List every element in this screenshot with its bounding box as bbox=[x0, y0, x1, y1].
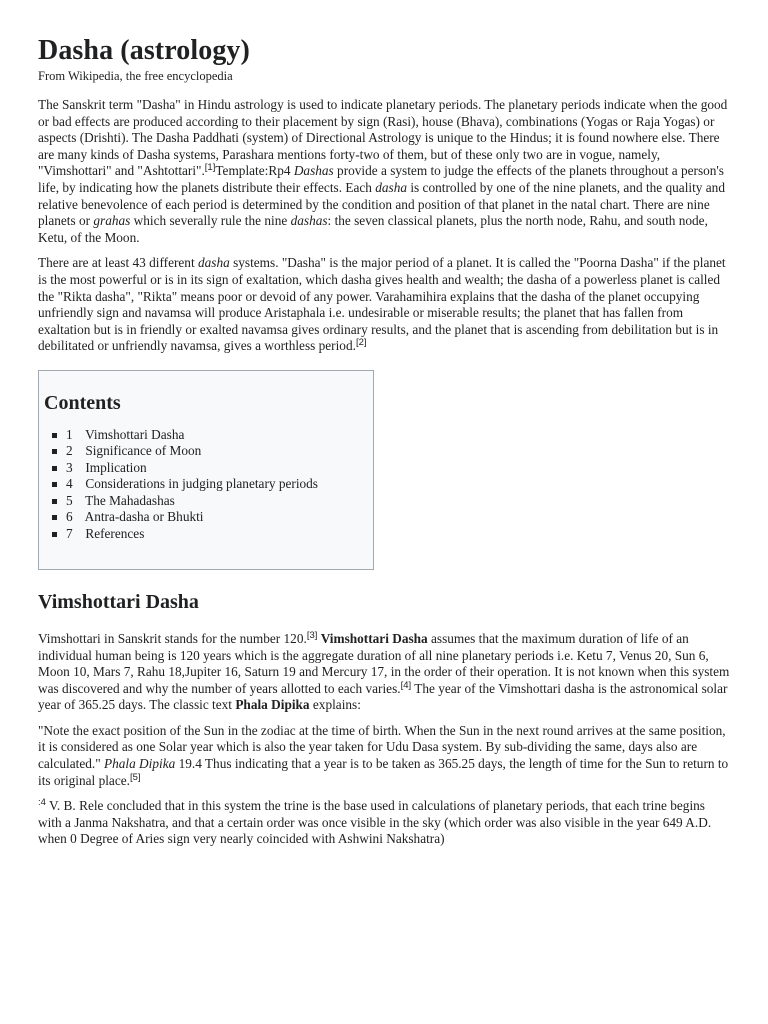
toc-item-references[interactable]: 7 References bbox=[66, 526, 368, 543]
toc-item-implication[interactable]: 3 Implication bbox=[66, 460, 368, 477]
toc-item-antra-dasha[interactable]: 6 Antra-dasha or Bhukti bbox=[66, 509, 368, 526]
bullet-icon bbox=[52, 532, 57, 537]
ref-link-4[interactable]: [4] bbox=[400, 679, 412, 691]
section-paragraph-2: "Note the exact position of the Sun in the zodiac at the time of birth. When the Sun in the next round arrives at the same position, it is considered as one Solar year which is also the year taken for Udu Dasa system. By sub-dividing the same, days also are calculated." Phala Dipika 19.4 Thus indicating that a year is to be taken as 365.25 days, the length of time for the Sun to return to its original place.[5] bbox=[38, 722, 729, 788]
ref-link-1[interactable]: [1] bbox=[204, 162, 216, 174]
intro-paragraph-1: The Sanskrit term "Dasha" in Hindu astrology is used to indicate planetary periods. The planetary periods indicate when the good or bad effects are produced according to their placement by sign (Rasi), house (Bhava), combinations (Yogas or Raja Yogas) or aspects (Drishti). The Dasha Paddhati (system) of Directional Astrology is unique to the Hindus; it is found nowhere else. There are many kinds of Dasha systems, Parashara mentions forty-two of them, but of these only two are in vogue, namely, "Vimshottari" and "Ashtottari".[1]Template:Rp4 Dashas provide a system to judge the effects of the planets throughout a person's life, by indicating how the planets distribute their effects. Each dasha is controlled by one of the nine planets, and the quality and relative benevolence of each period is determined by the condition and position of that planet in the natal chart. There are nine planets or grahas which severally rule the nine dashas: the seven classical planets, plus the north node, Rahu, and south node, Ketu, of the Moon. bbox=[38, 97, 728, 245]
ref-link-2[interactable]: [2] bbox=[355, 337, 367, 349]
intro-paragraph-2: There are at least 43 different dasha systems. "Dasha" is the major period of a planet. It is called the "Poorna Dasha" if the planet is the most powerful or is in its sign of exaltation, which dasha gives health and wealth; the dasha of a powerless planet is called the "Rikta dasha", "Rikta" means poor or devoid of any power. Varahamihira explains that the dasha of the planet occupying unfriendly sign and navamsa will produce Aristaphala i.e. undesirable or miserable results; the planet that has fallen from exaltation but is in friendly or exalted navamsa gives ordinary results, and the planet that is ascending from debilitation but is in debilitated or unfriendly navamsa, gives a worthless period.[2] bbox=[38, 255, 726, 354]
bullet-icon bbox=[52, 466, 57, 471]
page-title: Dasha (astrology) bbox=[38, 35, 250, 66]
table-of-contents bbox=[38, 370, 374, 570]
toc-item-considerations[interactable]: 4 Considerations in judging planetary periods bbox=[66, 476, 368, 493]
bullet-icon bbox=[52, 433, 57, 438]
toc-item-significance-of-moon[interactable]: 2 Significance of Moon bbox=[66, 443, 368, 460]
section-paragraph-3: $^{:4}$ V. B. Rele concluded that in this system the trine is the base used in calculations of planetary periods, that each trine begins with a Janma Nakshatra, and that a certain order was once visible in the sky (which order was also visible in the year 649 A.D. when 0 Degree of Aries sign very nearly coincided with Ashwini Nakshatra) bbox=[38, 797, 712, 847]
bullet-icon bbox=[52, 449, 57, 454]
ref-link-5[interactable]: [5] bbox=[129, 771, 141, 783]
page-ref: :4 bbox=[38, 797, 46, 809]
toc-item-vimshottari-dasha[interactable]: 1 Vimshottari Dasha bbox=[66, 427, 368, 444]
tagline: From Wikipedia, the free encyclopedia bbox=[38, 69, 233, 83]
toc-item-mahadashas[interactable]: 5 The Mahadashas bbox=[66, 493, 368, 510]
bullet-icon bbox=[52, 499, 57, 504]
bullet-icon bbox=[52, 515, 57, 520]
toc-list bbox=[44, 427, 368, 543]
toc-title: Contents bbox=[44, 391, 121, 414]
ref-link-3[interactable]: [3] bbox=[306, 629, 318, 641]
section-heading-vimshottari: Vimshottari Dasha bbox=[38, 590, 199, 613]
article bbox=[38, 34, 730, 857]
section-paragraph-1: Vimshottari in Sanskrit stands for the number 120.[3] Vimshottari Dasha assumes that the maximum duration of life of an individual human being is 120 years which is the aggregate duration of all nine planetary periods i.e. Ketu 7, Venus 20, Sun 6, Moon 10, Mars 7, Rahu 18,Jupiter 16, Saturn 19 and Mercury 17, in the order of their operation. It is not known when this system was discovered and why the number of years allotted to each varies.[4] The year of the Vimshottari dasha is the astronomical solar year of 365.25 days. The classic text Phala Dipika explains: bbox=[38, 629, 730, 713]
bullet-icon bbox=[52, 482, 57, 487]
